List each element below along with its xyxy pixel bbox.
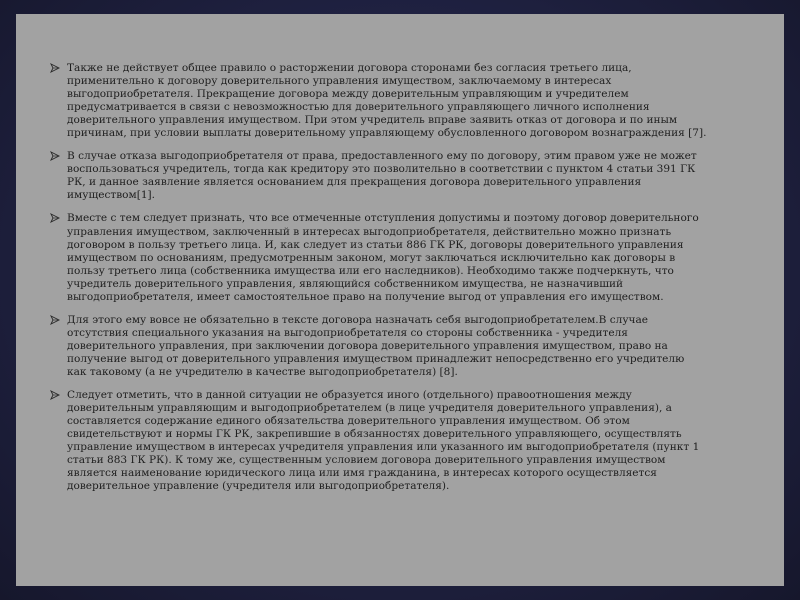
arrow-bullet-icon (50, 63, 60, 73)
paragraph-item (16, 212, 784, 303)
paragraph-text: Для этого ему вовсе не обязательно в тексте договора назначать себя выгодоприобретателем.В случае отсутствия специального указания на выгодоприобретателя со стороны собственника - учредителя доверительного управления, при заключении договора доверительного управления имуществом, право на получение выгод от доверительного управления имуществом принадлежит непосредственно его учредителю как таковому (а не учредителю в качестве выгодоприобретателя) [8]. (67, 313, 685, 378)
arrow-bullet-icon (50, 390, 60, 400)
paragraph-list (16, 62, 784, 503)
content-panel (16, 14, 784, 586)
arrow-bullet-icon (50, 315, 60, 325)
paragraph-text: В случае отказа выгодоприобретателя от права, предоставленного ему по договору, этим правом уже не может воспользоваться учредитель, тогда как кредитору это позволительно в соответствии с пунктом 4 статьи 391 ГК РК, и данное заявление является основанием для прекращения договора доверительного управления имуществом[1]. (67, 150, 697, 202)
paragraph-text: Следует отметить, что в данной ситуации не образуется иного (отдельного) правоотношения между доверительным управляющим и выгодоприобретателем (в лице учредителя доверительного управления), а составляется содержание единого обязательства доверительного управления имуществом. Об этом свидетельствуют и нормы ГК РК, закрепившие в обязанностях доверительного управляющего, осуществлять управление имуществом в интересах учредителя управления или указанного им выгодоприобретателя (пункт 1 статьи 883 ГК РК). К тому же, существенным условием договора доверительного управления имуществом является наименование юридического лица или имя гражданина, в интересах которого осуществляется доверительное управление (учредителя или выгодоприобретателя). (67, 389, 700, 493)
paragraph-item (16, 62, 784, 140)
paragraph-item (16, 150, 784, 202)
arrow-bullet-icon (50, 151, 60, 161)
paragraph-text: Вместе с тем следует признать, что все отмеченные отступления допустимы и поэтому договор доверительного управления имуществом, заключенный в интересах выгодоприобретателя, действительно можно признать договором в пользу третьего лица. И, как следует из статьи 886 ГК РК, договоры доверительного управления имуществом по основаниям, предусмотренным законом, могут заключаться исключительно как договоры в пользу третьего лица (собственника имущества или его наследников). Необходимо также подчеркнуть, что учредитель доверительного управления, являющийся собственником имущества, не назначивший выгодоприобретателя, имеет самостоятельное право на получение выгод от управления его имуществом. (67, 212, 699, 303)
paragraph-text: Также не действует общее правило о расторжении договора сторонами без согласия третьего лица, применительно к договору доверительного управления имуществом, заключаемому в интересах выгодоприобретателя. Прекращение договора между доверительным управляющим и учредителем предусматривается в связи с невозможностью для доверительного управляющего личного исполнения доверительного управления имуществом. При этом учредитель вправе заявить отказ от договора и по иным причинам, при условии выплаты доверительному управляющему обусловленного договором вознаграждения [7]. (67, 62, 707, 140)
paragraph-item (16, 389, 784, 493)
arrow-bullet-icon (50, 213, 60, 223)
paragraph-item (16, 314, 784, 379)
